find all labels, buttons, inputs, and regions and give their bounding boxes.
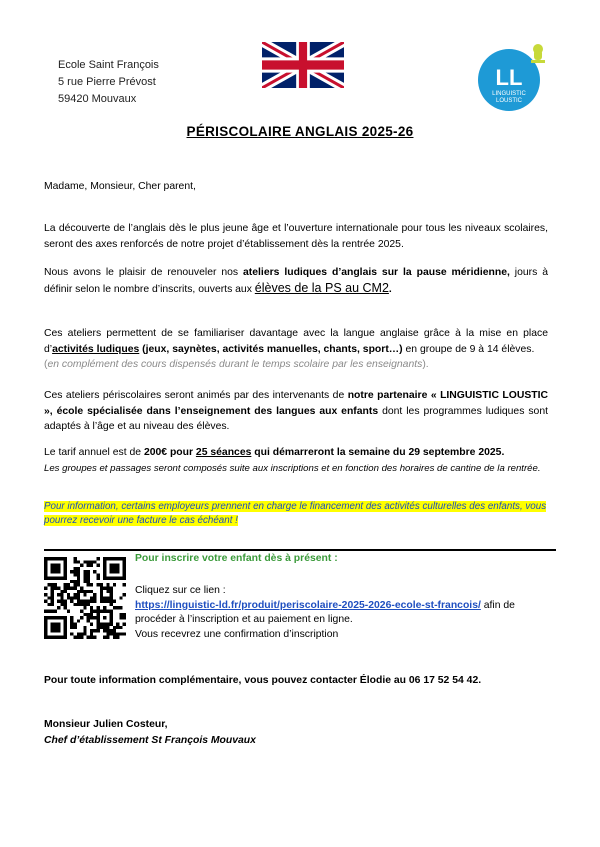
signup-heading: Pour inscrire votre enfant dès à présent : [135,553,338,564]
svg-text:LL: LL [495,65,523,90]
school-city: 59420 Mouvaux [58,93,137,105]
uk-flag-icon [262,42,344,88]
signup-link[interactable]: https://linguistic-ld.fr/produit/periscolaire-2025-2026-ecole-st-francois/ [135,599,481,611]
paragraph-intro: La découverte de l’anglais dès le plus jeune âge et l’ouverture internationale pour tous les niveaux scolaires, seront des axes renforcés de notre projet d’établissement dès la rentrée 2025. [44,223,548,250]
svg-text:LOUSTIC: LOUSTIC [495,98,523,104]
paragraph-partner: Ces ateliers périscolaires seront animés par des intervenants de notre partenaire « LINGUISTIC LOUSTIC », école spécialisée dans l’enseignement des langues aux enfants dont les programmes ludiques sont adaptés à l’âge et au niveau des élèves. [44,390,548,432]
signature-name: Monsieur Julien Costeur, [44,719,168,730]
page-title: PÉRISCOLAIRE ANGLAIS 2025-26 [186,124,414,139]
svg-text:LINGUISTIC: LINGUISTIC [492,91,526,97]
paragraph-price: Le tarif annuel est de 200€ pour 25 séances qui démarreront la semaine du 29 septembre 2025. Les groupes et passages seront composés suite aux inscriptions et en fonction des horaires de cantine de la rentrée. [44,447,541,474]
signature [44,717,548,749]
school-street: 5 rue Pierre Prévost [58,76,156,88]
signup-section [135,584,548,642]
signup-click-text: Cliquez sur ce lien : [135,585,226,596]
paragraph-workshops: Nous avons le plaisir de renouveler nos ateliers ludiques d’anglais sur la pause méridienne, jours à définir selon le nombre d’inscrits, ouverts aux élèves de la PS au CM2. [44,267,548,295]
signup-after-link: afin de procéder à l’inscription et au paiement en ligne. [135,599,515,625]
divider [44,549,556,551]
contact-info: Pour toute information complémentaire, vous pouvez contacter Élodie au 06 17 52 54 42. [44,675,482,686]
signup-confirm: Vous recevrez une confirmation d’inscription [135,628,339,640]
paragraph-activities: Ces ateliers permettent de se familiariser davantage avec la langue anglaise grâce à la mise en place d’activités ludiques (jeux, saynètes, activités manuelles, chants, sport…) en groupe de 9 à 14 élèves. (en complément des cours dispensés durant le temps scolaire par les enseignants). [44,328,548,370]
highlight-note: Pour information, certains employeurs prennent en charge le financement des activités culturelles des enfants, vous pourrez recevoir une facture le cas échéant ! [44,501,547,526]
linguistic-loustic-logo [471,42,553,112]
signature-role: Chef d’établissement St François Mouvaux [44,735,256,746]
school-name: Ecole Saint François [58,59,159,71]
greeting: Madame, Monsieur, Cher parent, [44,181,196,192]
qr-code[interactable] [44,557,126,639]
school-address [58,57,159,108]
